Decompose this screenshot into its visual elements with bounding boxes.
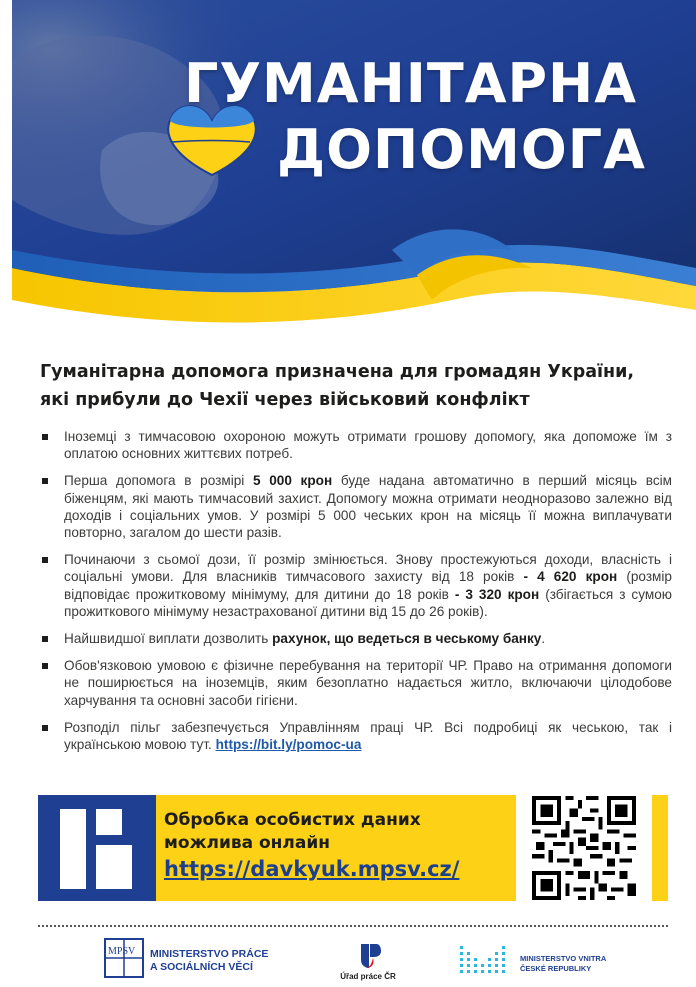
banner-heading-line2: можлива онлайн xyxy=(164,833,331,853)
person-icon xyxy=(38,795,156,901)
list-item xyxy=(40,472,672,541)
hero-banner xyxy=(12,0,696,336)
list-item-text: Починаючи з сьомої дози, її розмір змінюється. Знову простежуються доходи, власність і соціальні умови. Для власників тимчасового захисту від 18 років xyxy=(64,552,672,585)
list-item xyxy=(40,630,672,647)
qr-code[interactable] xyxy=(516,795,652,901)
list-item-text: Розподіл пільг забезпечується Управлінням праці ЧР. Всі подробиці як чеською, так і українською мовою тут. xyxy=(64,719,672,753)
mpsv-logo xyxy=(104,938,284,982)
list-item-text: Перша допомога в розмірі xyxy=(64,473,253,489)
mpsv-name-line1: MINISTERSTVO PRÁCE xyxy=(150,948,269,960)
list-item xyxy=(40,657,672,709)
list-item-text: буде надана автоматично в перший місяць всім біженцям, які мають тимчасовий захист. Допомогу можна отримати неодноразово залежно від доходів і соціальних умов. У розмірі 5 000 чеських крон на місяць її можна виплачувати повторно, загалом до шести разів. xyxy=(64,473,672,541)
hero-title-line1: ГУМАНІТАРНА xyxy=(184,52,638,115)
mv-name-line1: MINISTERSTVO VNITRA xyxy=(520,954,607,963)
bullet-icon xyxy=(42,636,48,642)
mv-name xyxy=(520,954,606,974)
urad-prace-emblem-icon xyxy=(353,940,383,970)
banner-heading xyxy=(164,809,421,855)
info-list xyxy=(40,428,672,763)
list-item xyxy=(40,719,672,753)
urad-prace-name: Úřad práce ČR xyxy=(340,972,396,981)
bullet-icon xyxy=(42,434,48,440)
bullet-icon xyxy=(42,725,48,731)
qr-code-icon xyxy=(532,796,636,900)
list-item xyxy=(40,428,672,462)
pomoc-ua-link[interactable]: https://bit.ly/pomoc-ua xyxy=(215,737,362,753)
mv-emblem-icon xyxy=(458,940,516,980)
davkyuk-link[interactable]: https://davkyuk.mpsv.cz/ xyxy=(164,857,460,881)
list-item-text: . xyxy=(541,631,546,647)
headline xyxy=(40,358,670,414)
list-item-text: (розмір відповідає прожитковому мінімуму, для дитини до 18 років xyxy=(64,569,672,602)
mv-name-line2: ČESKÉ REPUBLIKY xyxy=(520,964,592,973)
bullet-icon xyxy=(42,478,48,484)
dotted-divider xyxy=(38,925,668,927)
bullet-icon xyxy=(42,557,48,563)
mv-logo xyxy=(458,940,618,984)
list-item xyxy=(40,551,672,620)
mpsv-emblem-icon xyxy=(104,938,144,978)
hero-title-line2: ДОПОМОГА xyxy=(277,118,646,181)
list-item-text: Найшвидшої виплати дозволить xyxy=(64,631,273,647)
bullet-icon xyxy=(42,663,48,669)
list-item-text: Іноземці з тимчасовою охороною можуть отримати грошову допомогу, яка допоможе їм з оплатою основних життєвих потреб. xyxy=(64,429,672,462)
amount-highlight: 5 000 крон xyxy=(252,473,333,489)
mpsv-abbr-text: MPSV xyxy=(108,946,136,957)
headline-line1: Гуманітарна допомога призначена для громадян України, xyxy=(40,362,635,382)
online-processing-banner xyxy=(38,795,668,901)
banner-heading-line1: Обробка особистих даних xyxy=(164,810,421,830)
bank-account-highlight: рахунок, що ведеться в чеському банку xyxy=(272,631,542,647)
mpsv-name-line2: A SOCIÁLNÍCH VĚCÍ xyxy=(150,961,253,973)
headline-line2: які прибули до Чехії через військовий конфлікт xyxy=(40,390,530,410)
urad-prace-logo xyxy=(338,940,398,984)
amount-highlight: - 4 620 крон xyxy=(523,569,618,585)
list-item-text: (збігається з сумою прожиткового мінімуму незастрахованої дитини від 15 до 26 років). xyxy=(64,586,672,619)
mpsv-name xyxy=(150,948,268,974)
amount-highlight: - 3 320 крон xyxy=(454,586,540,602)
list-item-text: Обов'язковою умовою є фізичне перебування на території ЧР. Право на отримання допомоги не поширюється на іноземців, яким безоплатно надається житло, включаючи цілодобове харчування та основні засоби гігієни. xyxy=(64,658,672,708)
